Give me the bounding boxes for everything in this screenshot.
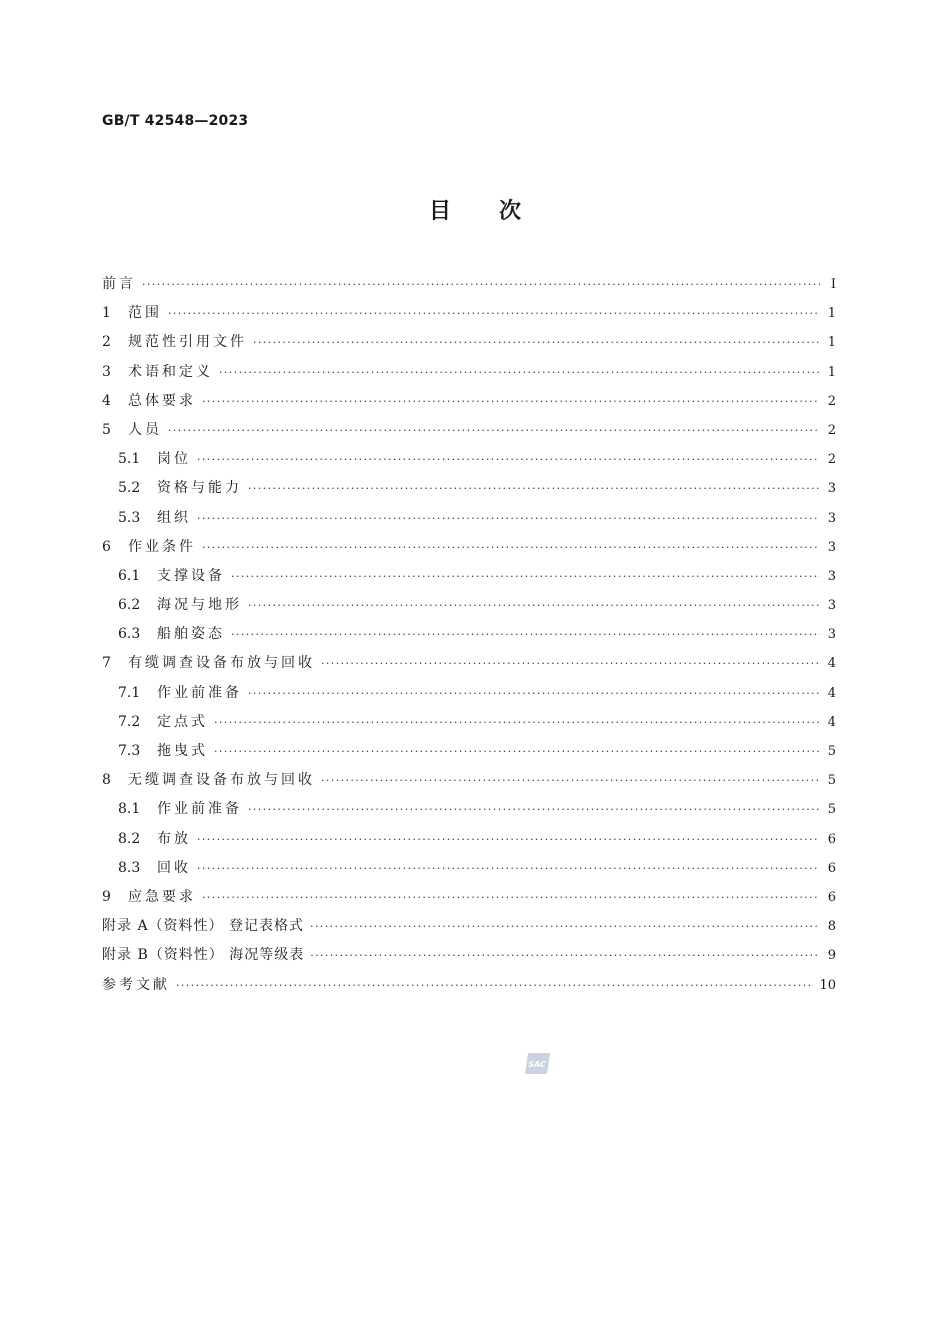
dot-leader — [310, 941, 820, 970]
toc-entry[interactable] — [102, 795, 836, 824]
toc-entry-page: 4 — [827, 685, 836, 701]
toc-entry[interactable] — [102, 387, 836, 416]
toc-entry-page: 6 — [827, 860, 836, 876]
toc-entry[interactable] — [102, 737, 836, 766]
dot-leader — [231, 620, 820, 649]
toc-entry[interactable] — [102, 358, 836, 387]
toc-entry-page: 4 — [827, 714, 836, 730]
toc-entry-label: 总体要求 — [128, 392, 196, 409]
toc-entry-page: 6 — [827, 889, 836, 905]
watermark-text: SAC — [528, 1060, 546, 1069]
toc-entry-number: 2 — [102, 334, 111, 351]
toc-entry[interactable] — [102, 941, 836, 970]
toc-entry-number: 6.1 — [118, 567, 141, 584]
toc-entry-label: 回收 — [157, 859, 191, 876]
toc-entry-number: 5 — [102, 421, 111, 438]
toc-entry-label: 支撑设备 — [157, 567, 225, 584]
dot-leader — [202, 883, 820, 912]
toc-entry-page: 10 — [819, 977, 836, 993]
toc-entry[interactable] — [102, 562, 836, 591]
toc-entry-page: 1 — [827, 335, 836, 351]
toc-entry[interactable] — [102, 270, 836, 299]
title-char-2: 次 — [499, 199, 522, 224]
dot-leader — [321, 766, 820, 795]
dot-leader — [202, 533, 820, 562]
toc-entry[interactable] — [102, 708, 836, 737]
toc-entry-label: 作业前准备 — [157, 801, 242, 818]
toc-entry-page: 4 — [827, 656, 836, 672]
toc-entry-label: 前言 — [102, 276, 136, 292]
toc-entry-number: 8.1 — [118, 801, 141, 818]
toc-list — [102, 270, 836, 1000]
toc-entry[interactable] — [102, 825, 836, 854]
toc-entry-number: 7.2 — [118, 713, 141, 730]
toc-entry-page: 5 — [827, 773, 836, 789]
toc-entry-label: 岗位 — [157, 451, 191, 468]
toc-entry-page: Ⅰ — [830, 277, 836, 292]
dot-leader — [248, 795, 820, 824]
toc-entry-label: 应急要求 — [128, 888, 196, 905]
dot-leader — [248, 591, 820, 620]
toc-entry-label: 术语和定义 — [128, 363, 213, 380]
dot-leader — [168, 416, 820, 445]
toc-entry[interactable] — [102, 766, 836, 795]
toc-entry-page: 9 — [827, 948, 836, 964]
toc-entry-label: 作业前准备 — [157, 684, 242, 701]
toc-entry-page: 3 — [827, 510, 836, 526]
toc-entry[interactable] — [102, 416, 836, 445]
toc-entry-number: 5.2 — [118, 480, 141, 497]
toc-entry-page: 3 — [827, 598, 836, 614]
toc-entry-page: 1 — [827, 306, 836, 322]
toc-entry-number: 5.1 — [118, 451, 141, 468]
toc-entry[interactable] — [102, 591, 836, 620]
page-title — [0, 194, 950, 225]
dot-leader — [176, 971, 813, 1000]
toc-entry-page: 5 — [827, 744, 836, 759]
dot-leader — [197, 445, 820, 474]
dot-leader — [214, 708, 820, 737]
toc-entry-number: 8.2 — [118, 830, 141, 847]
toc-entry-label: 拖曳式 — [157, 743, 208, 759]
toc-entry-page: 1 — [827, 364, 836, 380]
toc-entry[interactable] — [102, 649, 836, 678]
title-char-1: 目 — [428, 199, 451, 224]
dot-leader — [197, 854, 820, 883]
dot-leader — [310, 912, 820, 941]
toc-entry-number: 5.3 — [118, 509, 141, 526]
toc-entry-label: 海况与地形 — [157, 597, 242, 614]
toc-entry-label: 有缆调查设备布放与回收 — [128, 655, 315, 672]
toc-entry-page: 3 — [827, 568, 836, 584]
dot-leader — [214, 737, 820, 766]
toc-entry-page: 2 — [827, 422, 836, 438]
toc-entry-label: 资格与能力 — [157, 480, 242, 497]
toc-entry[interactable] — [102, 533, 836, 562]
toc-entry-label: 人员 — [128, 421, 162, 438]
toc-entry-number: 6.3 — [118, 626, 141, 643]
toc-entry[interactable] — [102, 299, 836, 328]
toc-entry-number: 6.2 — [118, 597, 141, 614]
toc-entry-page: 8 — [827, 919, 836, 935]
toc-entry[interactable] — [102, 328, 836, 357]
toc-entry-number: 7.3 — [118, 743, 141, 759]
dot-leader — [219, 358, 820, 387]
toc-entry-label: 无缆调查设备布放与回收 — [128, 772, 315, 789]
toc-entry-label: 附录 A（资料性） 登记表格式 — [102, 918, 305, 935]
toc-entry-number: 4 — [102, 392, 111, 409]
toc-entry-label: 作业条件 — [128, 538, 196, 555]
dot-leader — [321, 649, 820, 678]
toc-entry-number: 7 — [102, 655, 111, 672]
standard-code: GB/T 42548—2023 — [102, 113, 249, 129]
dot-leader — [142, 270, 820, 299]
dot-leader — [248, 679, 820, 708]
sac-logo-icon — [524, 1051, 551, 1076]
toc-entry[interactable] — [102, 474, 836, 503]
toc-entry-label: 定点式 — [157, 713, 208, 730]
toc-entry-number: 9 — [102, 888, 111, 905]
toc-entry-label: 组织 — [157, 509, 191, 526]
toc-entry[interactable] — [102, 971, 836, 1000]
toc-entry-label: 布放 — [157, 830, 191, 847]
dot-leader — [202, 387, 820, 416]
toc-entry-label: 范围 — [128, 305, 162, 322]
toc-entry[interactable] — [102, 854, 836, 883]
toc-entry[interactable] — [102, 679, 836, 708]
toc-entry-page: 6 — [827, 831, 836, 847]
toc-entry-page: 3 — [827, 481, 836, 497]
toc-entry-page: 3 — [827, 627, 836, 643]
toc-entry-number: 8 — [102, 772, 111, 789]
toc-entry[interactable] — [102, 620, 836, 649]
toc-entry-label: 船舶姿态 — [157, 626, 225, 643]
toc-entry-page: 2 — [827, 452, 836, 468]
toc-entry-number: 1 — [102, 305, 111, 322]
toc-entry-number: 6 — [102, 538, 111, 555]
toc-entry[interactable] — [102, 883, 836, 912]
toc-entry-label: 附录 B（资料性） 海况等级表 — [102, 947, 305, 964]
dot-leader — [197, 504, 820, 533]
toc-entry-label: 规范性引用文件 — [128, 334, 247, 351]
dot-leader — [253, 328, 820, 357]
dot-leader — [231, 562, 820, 591]
toc-entry-label: 参考文献 — [102, 976, 170, 993]
toc-entry[interactable] — [102, 504, 836, 533]
toc-entry-number: 8.3 — [118, 859, 141, 876]
toc-entry-page: 2 — [827, 393, 836, 409]
toc-entry-number: 3 — [102, 363, 111, 380]
dot-leader — [168, 299, 820, 328]
toc-entry[interactable] — [102, 912, 836, 941]
toc-entry-number: 7.1 — [118, 684, 141, 701]
toc-entry[interactable] — [102, 445, 836, 474]
toc-entry-page: 5 — [827, 802, 836, 818]
dot-leader — [197, 825, 820, 854]
toc-entry-page: 3 — [827, 539, 836, 555]
dot-leader — [248, 474, 820, 503]
